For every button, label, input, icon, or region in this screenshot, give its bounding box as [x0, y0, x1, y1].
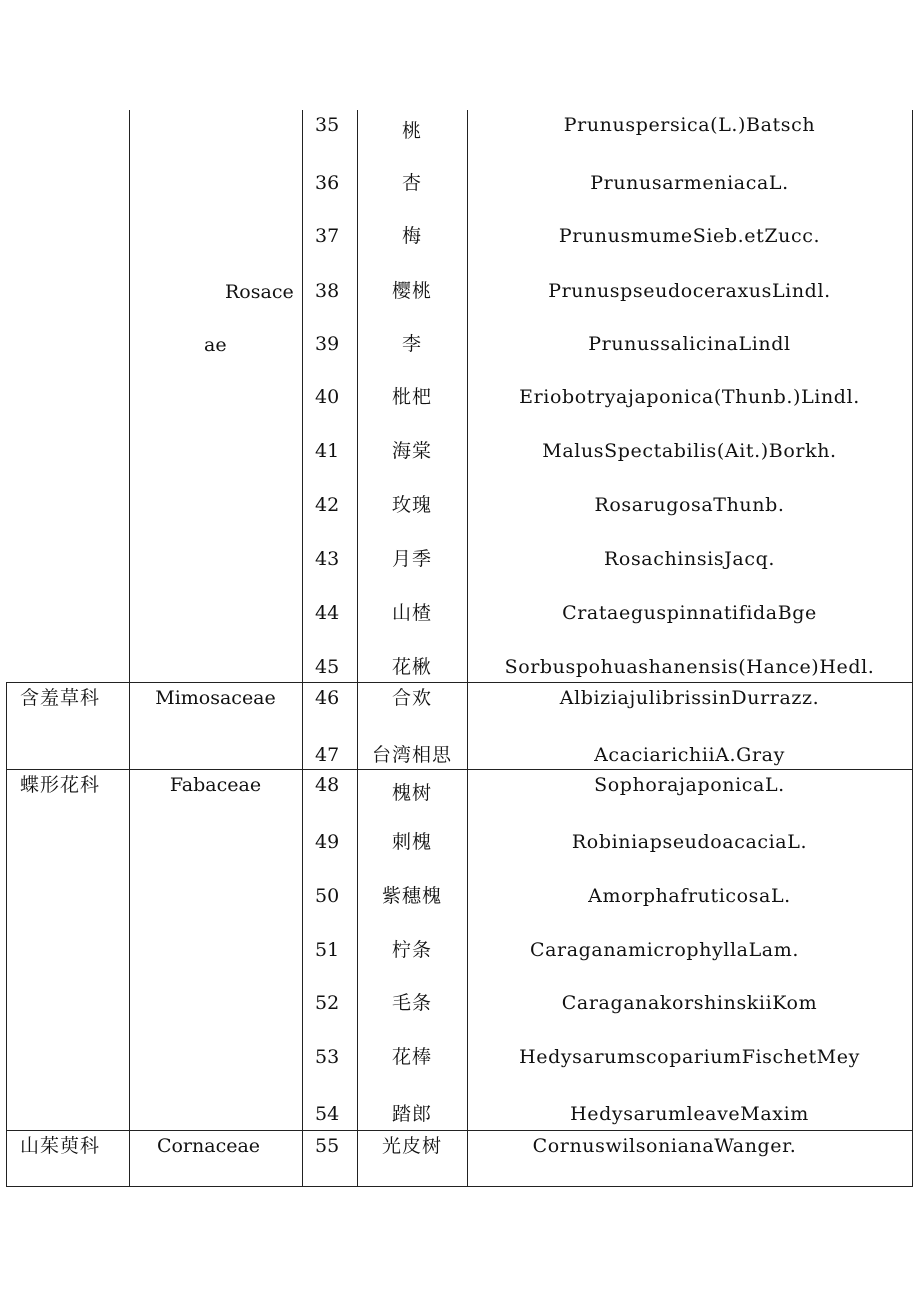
species-latin-name: CaraganakorshinskiiKom — [561, 992, 818, 1014]
species-number: 40 — [315, 386, 340, 408]
species-cn-name: 海棠 — [391, 440, 432, 462]
species-number: 36 — [315, 172, 340, 194]
family-cn-name: 蝶形花科 — [20, 774, 101, 796]
species-number: 45 — [315, 656, 340, 678]
col-divider-number — [357, 110, 358, 1187]
species-cn-name: 柠条 — [391, 939, 432, 961]
species-latin-name: AcaciarichiiA.Gray — [594, 744, 785, 766]
species-cn-name: 玫瑰 — [391, 494, 432, 516]
species-cn-name: 樱桃 — [391, 280, 432, 302]
species-latin-name: Eriobotryajaponica(Thunb.)Lindl. — [519, 386, 860, 408]
species-cn-name: 毛条 — [391, 992, 432, 1014]
species-number: 52 — [315, 992, 340, 1014]
col-divider-family-cn — [129, 110, 130, 1187]
species-cn-name: 桃 — [401, 120, 422, 142]
species-cn-name: 枇杷 — [391, 386, 432, 408]
species-latin-name: CaraganamicrophyllaLam. — [529, 939, 799, 961]
species-number: 54 — [315, 1103, 340, 1125]
species-cn-name: 台湾相思 — [371, 744, 452, 766]
species-cn-name: 合欢 — [391, 687, 432, 709]
species-cn-name: 紫穗槐 — [381, 885, 442, 907]
family-latin-rosaceae-part2: ae — [204, 334, 227, 356]
species-cn-name: 花棒 — [391, 1046, 432, 1068]
species-number: 48 — [315, 774, 340, 796]
species-latin-name: Prunuspersica(L.)Batsch — [563, 114, 816, 136]
table-border-left — [6, 682, 7, 1187]
species-cn-name: 山楂 — [391, 602, 432, 624]
species-latin-name: AmorphafruticosaL. — [588, 885, 791, 907]
species-latin-name: HedysarumleaveMaxim — [570, 1103, 809, 1125]
species-latin-name: AlbiziajulibrissinDurrazz. — [559, 687, 820, 709]
species-latin-name: SophorajaponicaL. — [594, 774, 785, 796]
species-number: 55 — [315, 1135, 340, 1157]
species-latin-name: RosachinsisJacq. — [604, 548, 775, 570]
family-cn-name: 含羞草科 — [20, 687, 101, 709]
species-number: 51 — [315, 939, 340, 961]
row-divider-fabaceae — [6, 1130, 913, 1131]
species-cn-name: 月季 — [391, 548, 432, 570]
species-cn-name: 刺槐 — [391, 831, 432, 853]
species-number: 49 — [315, 831, 340, 853]
species-latin-name: Sorbuspohuashanensis(Hance)Hedl. — [504, 656, 875, 678]
species-cn-name: 槐树 — [391, 782, 432, 804]
family-cn-name: 山茱萸科 — [20, 1135, 101, 1157]
species-latin-name: PrunuspseudoceraxusLindl. — [548, 280, 831, 302]
species-number: 46 — [315, 687, 340, 709]
species-latin-name: PrunusmumeSieb.etZucc. — [558, 225, 821, 247]
species-cn-name: 光皮树 — [381, 1135, 442, 1157]
species-latin-name: HedysarumscopariumFischetMey — [519, 1046, 860, 1068]
species-number: 39 — [315, 333, 340, 355]
col-divider-cn-name — [467, 110, 468, 1187]
species-latin-name: RobiniapseudoacaciaL. — [571, 831, 808, 853]
family-latin-name: Mimosaceae — [155, 687, 276, 709]
family-latin-name: Fabaceae — [169, 774, 262, 796]
species-number: 37 — [315, 225, 340, 247]
species-number: 43 — [315, 548, 340, 570]
table-border-bottom — [6, 1186, 913, 1187]
species-cn-name: 杏 — [401, 172, 422, 194]
species-latin-name: CornuswilsonianaWanger. — [532, 1135, 797, 1157]
species-cn-name: 梅 — [401, 225, 422, 247]
species-number: 44 — [315, 602, 340, 624]
species-number: 41 — [315, 440, 340, 462]
row-divider-mimosaceae — [6, 769, 913, 770]
species-latin-name: PrunusarmeniacaL. — [590, 172, 789, 194]
species-number: 38 — [315, 280, 340, 302]
species-latin-name: MalusSpectabilis(Ait.)Borkh. — [542, 440, 837, 462]
species-cn-name: 踏郎 — [391, 1103, 432, 1125]
species-latin-name: RosarugosaThunb. — [594, 494, 785, 516]
family-latin-name: Cornaceae — [156, 1135, 261, 1157]
species-number: 35 — [315, 114, 340, 136]
species-number: 53 — [315, 1046, 340, 1068]
species-number: 42 — [315, 494, 340, 516]
species-number: 50 — [315, 885, 340, 907]
family-latin-rosaceae-part1: Rosace — [225, 281, 294, 303]
species-latin-name: CrataeguspinnatifidaBge — [562, 602, 817, 624]
col-divider-family-latin — [302, 110, 303, 1187]
species-cn-name: 李 — [401, 333, 422, 355]
row-divider-rosaceae — [6, 682, 913, 683]
table-border-right — [912, 110, 913, 1187]
species-latin-name: PrunussalicinaLindl — [588, 333, 791, 355]
species-number: 47 — [315, 744, 340, 766]
species-cn-name: 花楸 — [391, 656, 432, 678]
